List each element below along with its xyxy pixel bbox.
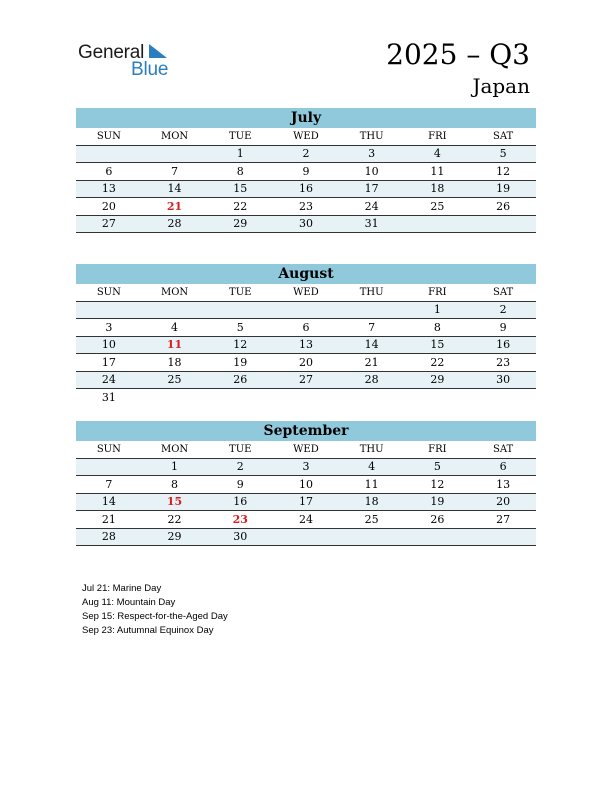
day-cell: 25 (339, 511, 405, 529)
month-grid (76, 441, 536, 546)
weekday-header: THU (339, 284, 405, 301)
weekday-header: SUN (76, 284, 142, 301)
week-row (76, 198, 536, 216)
day-cell: 26 (207, 371, 273, 389)
weekday-header: THU (339, 128, 405, 145)
day-cell: 22 (142, 511, 208, 529)
week-row (76, 354, 536, 372)
day-cell: 28 (76, 528, 142, 546)
logo-word-general: General (78, 42, 145, 63)
week-row (76, 458, 536, 476)
day-cell: 14 (76, 493, 142, 511)
day-cell: 20 (273, 354, 339, 372)
weekday-header: SAT (470, 441, 536, 458)
day-cell: 9 (207, 476, 273, 494)
day-cell: 16 (273, 180, 339, 198)
week-row (76, 336, 536, 354)
day-cell: 31 (339, 215, 405, 233)
day-cell: 4 (142, 319, 208, 337)
month-calendar (76, 421, 536, 546)
weekday-header: MON (142, 128, 208, 145)
day-cell: 11 (142, 336, 208, 354)
day-cell: 24 (76, 371, 142, 389)
day-cell: 26 (470, 198, 536, 216)
week-row (76, 163, 536, 181)
day-cell (405, 389, 471, 407)
weekday-header: WED (273, 128, 339, 145)
week-row (76, 319, 536, 337)
weekday-header: MON (142, 441, 208, 458)
week-row (76, 180, 536, 198)
day-cell: 30 (470, 371, 536, 389)
weekday-header: FRI (405, 128, 471, 145)
day-cell: 15 (142, 493, 208, 511)
day-cell: 10 (339, 163, 405, 181)
day-cell (405, 528, 471, 546)
day-cell: 18 (142, 354, 208, 372)
weekday-header: WED (273, 284, 339, 301)
day-cell: 12 (405, 476, 471, 494)
day-cell: 28 (142, 215, 208, 233)
day-cell: 27 (76, 215, 142, 233)
day-cell: 13 (76, 180, 142, 198)
day-cell (76, 301, 142, 319)
day-cell: 30 (207, 528, 273, 546)
day-cell: 15 (405, 336, 471, 354)
day-cell (76, 458, 142, 476)
month-grid (76, 284, 536, 406)
day-cell: 1 (207, 145, 273, 163)
day-cell: 29 (142, 528, 208, 546)
weekday-header: TUE (207, 128, 273, 145)
day-cell: 3 (273, 458, 339, 476)
day-cell: 23 (207, 511, 273, 529)
day-cell: 15 (207, 180, 273, 198)
day-cell (273, 389, 339, 407)
day-cell: 18 (339, 493, 405, 511)
weekday-header: FRI (405, 284, 471, 301)
day-cell (142, 301, 208, 319)
day-cell: 28 (339, 371, 405, 389)
month-calendar (76, 108, 536, 233)
weekday-header: FRI (405, 441, 471, 458)
logo-triangle-icon (149, 44, 169, 60)
holiday-notes (82, 582, 228, 638)
weekday-header: WED (273, 441, 339, 458)
week-row (76, 371, 536, 389)
day-cell: 18 (405, 180, 471, 198)
day-cell: 23 (273, 198, 339, 216)
day-cell: 21 (76, 511, 142, 529)
day-cell: 10 (273, 476, 339, 494)
day-cell: 7 (339, 319, 405, 337)
day-cell: 17 (76, 354, 142, 372)
month-header: September (76, 421, 536, 441)
weekday-header: MON (142, 284, 208, 301)
day-cell: 16 (470, 336, 536, 354)
logo-word-blue: Blue (131, 59, 169, 80)
day-cell: 30 (273, 215, 339, 233)
weekday-header: SUN (76, 128, 142, 145)
day-cell: 21 (339, 354, 405, 372)
day-cell (405, 215, 471, 233)
day-cell: 31 (101, 391, 116, 404)
weekday-header: TUE (207, 441, 273, 458)
day-cell: 6 (76, 163, 142, 181)
day-cell: 2 (470, 301, 536, 319)
week-row (76, 511, 536, 529)
day-cell: 5 (470, 145, 536, 163)
week-row (76, 389, 536, 407)
day-cell: 5 (207, 319, 273, 337)
day-cell: 20 (76, 198, 142, 216)
day-cell: 3 (76, 319, 142, 337)
day-cell: 4 (405, 145, 471, 163)
day-cell (273, 528, 339, 546)
week-row (76, 493, 536, 511)
day-cell (470, 389, 536, 407)
day-cell (339, 301, 405, 319)
country-label: Japan (472, 74, 530, 98)
day-cell (207, 301, 273, 319)
day-cell: 14 (339, 336, 405, 354)
day-cell (142, 389, 208, 407)
day-cell: 16 (207, 493, 273, 511)
weekday-header: SAT (470, 284, 536, 301)
day-cell: 10 (76, 336, 142, 354)
day-cell: 1 (142, 458, 208, 476)
logo (78, 42, 178, 82)
day-cell: 22 (405, 354, 471, 372)
day-cell: 20 (470, 493, 536, 511)
day-cell: 6 (273, 319, 339, 337)
day-cell: 1 (405, 301, 471, 319)
day-cell: 7 (76, 476, 142, 494)
weekday-header: TUE (207, 284, 273, 301)
weekday-header: SAT (470, 128, 536, 145)
day-cell: 19 (207, 354, 273, 372)
day-cell: 8 (207, 163, 273, 181)
day-cell (339, 528, 405, 546)
day-cell: 19 (470, 180, 536, 198)
month-grid (76, 128, 536, 233)
day-cell (339, 389, 405, 407)
week-row (76, 301, 536, 319)
day-cell: 24 (339, 198, 405, 216)
day-cell: 2 (273, 145, 339, 163)
holiday-note: Aug 11: Mountain Day (82, 597, 176, 608)
day-cell: 27 (470, 511, 536, 529)
day-cell: 3 (339, 145, 405, 163)
day-cell: 9 (273, 163, 339, 181)
day-cell: 29 (405, 371, 471, 389)
day-cell: 17 (273, 493, 339, 511)
day-cell: 26 (405, 511, 471, 529)
week-row (76, 145, 536, 163)
weekday-header: THU (339, 441, 405, 458)
day-cell (470, 528, 536, 546)
day-cell: 25 (405, 198, 471, 216)
month-calendar (76, 264, 536, 406)
weekday-header: SUN (76, 441, 142, 458)
day-cell: 4 (339, 458, 405, 476)
holiday-note: Jul 21: Marine Day (82, 583, 162, 594)
day-cell: 7 (142, 163, 208, 181)
day-cell: 17 (339, 180, 405, 198)
day-cell: 8 (142, 476, 208, 494)
day-cell: 11 (339, 476, 405, 494)
day-cell (142, 145, 208, 163)
day-cell (207, 389, 273, 407)
day-cell: 22 (207, 198, 273, 216)
day-cell: 5 (405, 458, 471, 476)
day-cell: 2 (207, 458, 273, 476)
month-header: August (76, 264, 536, 284)
day-cell: 24 (273, 511, 339, 529)
holiday-note: Sep 23: Autumnal Equinox Day (82, 625, 214, 636)
day-cell: 23 (470, 354, 536, 372)
day-cell (470, 215, 536, 233)
day-cell: 27 (273, 371, 339, 389)
day-cell: 12 (207, 336, 273, 354)
day-cell (273, 301, 339, 319)
day-cell (76, 145, 142, 163)
day-cell: 8 (405, 319, 471, 337)
month-header: July (76, 108, 536, 128)
day-cell: 19 (405, 493, 471, 511)
page-title: 2025 – Q3 (386, 38, 530, 71)
week-row (76, 215, 536, 233)
day-cell: 11 (405, 163, 471, 181)
day-cell: 21 (142, 198, 208, 216)
day-cell: 6 (470, 458, 536, 476)
holiday-note: Sep 15: Respect-for-the-Aged Day (82, 611, 228, 622)
day-cell: 12 (470, 163, 536, 181)
day-cell: 29 (207, 215, 273, 233)
day-cell: 14 (142, 180, 208, 198)
day-cell: 13 (470, 476, 536, 494)
day-cell: 13 (273, 336, 339, 354)
day-cell: 9 (470, 319, 536, 337)
week-row (76, 476, 536, 494)
week-row (76, 528, 536, 546)
day-cell: 25 (142, 371, 208, 389)
